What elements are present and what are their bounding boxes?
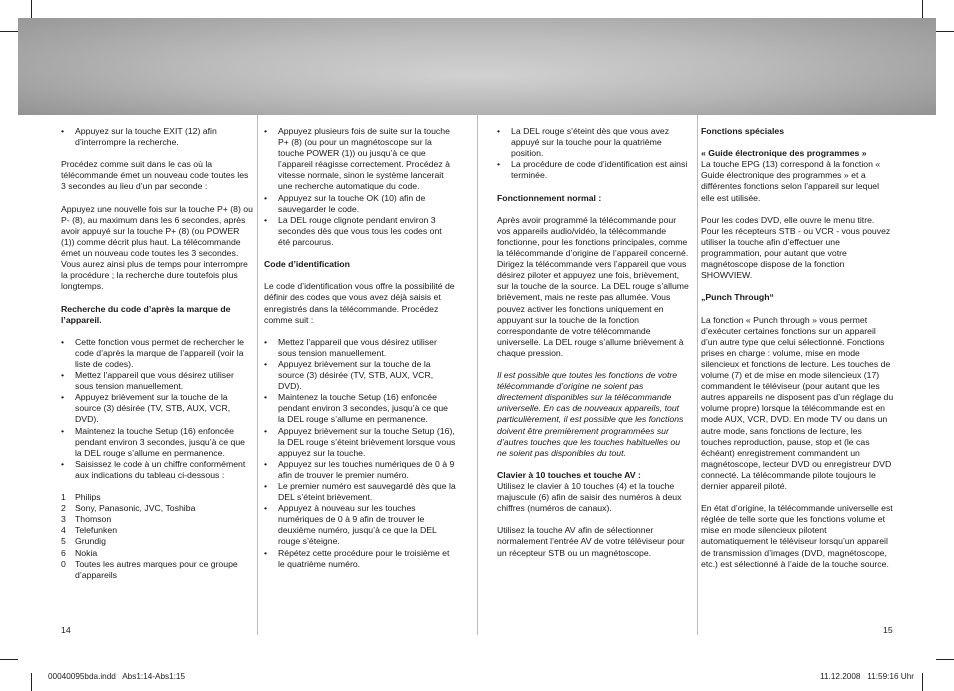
brand-name: Thomson (75, 514, 112, 525)
brand-name: Toutes les autres marques pour ce groupe d’appareils (75, 558, 238, 580)
bullet-list (61, 337, 253, 481)
list-item: • Mettez l’appareil que vous désirez utiliser sous tension manuellement. (61, 370, 253, 392)
crop-mark (936, 659, 954, 660)
list-item: • Appuyez sur la touche EXIT (12) afin d’interrompre la recherche. (61, 126, 253, 148)
brand-code-number: 3 (61, 514, 66, 525)
brand-code-number: 5 (61, 536, 66, 547)
list-item: • Cette fonction vous permet de rechercher le code d’après la marque de l’appareil (voir la liste de codes). (61, 337, 253, 370)
list-item: • Appuyez brièvement sur la touche de la source (3) désirée (TV, STB, AUX, VCR, DVD). (264, 359, 456, 392)
page-divider (477, 115, 478, 635)
crop-mark (922, 673, 923, 691)
list-item: • Maintenez la touche Setup (16) enfoncée pendant environ 3 secondes, jusqu’à ce que la DEL rouge s’allume en permanence. (264, 392, 456, 425)
brand-code-item (61, 536, 253, 547)
list-item: • Appuyez plusieurs fois de suite sur la touche P+ (8) (ou pour un magnétoscope sur la touche POWER (1)) ou jusqu’à ce que l’appareil réagisse correctement. Procédez à vitesse normale, sinon le système lancerait une recherche automatique du code. (264, 126, 456, 193)
crop-mark (922, 0, 923, 18)
brand-name: Telefunken (75, 525, 118, 536)
paragraph: La fonction « Punch through » vous permet d’exécuter certaines fonctions sur un appareil d’un autre type que celui sélectionné. Fonctions prises en charge : volume, mise en mode silencieux et fonctions de lecture. Les touches de volume (7) et de mise en mode silencieux (17) commandent le téléviseur (pour autant que les autres appareils ne disposent pas d’un réglage du volume propre) lorsque la télécommande est en mode AUX, VCR, DVD. En mode TV ou dans un autre mode, sans fonctions de lecture, les touches reproduction, pause, stop et (le cas échéant) enregistrement commandent un magnétoscope, lecteur DVD ou enregistreur DVD connecté. La télécommande pilote toujours le dernier appareil piloté. (701, 314, 894, 491)
list-item: • La DEL rouge s’éteint dès que vous avez appuyé sur la touche pour la quatrième position. (497, 126, 691, 159)
list-item: • Mettez l’appareil que vous désirez utiliser sous tension manuellement. (264, 337, 456, 359)
brand-code-number: 1 (61, 492, 66, 503)
column-divider (257, 115, 258, 635)
brand-code-item (61, 525, 253, 536)
section-heading: Fonctionnement normal : (497, 192, 602, 203)
bullet-list (264, 337, 456, 570)
column-2 (264, 126, 456, 581)
column-4 (701, 126, 894, 581)
paragraph: Procédez comme suit dans le cas où la télécommande émet un nouveau code toutes les 3 secondes au lieu d’un par seconde : (61, 159, 249, 192)
brand-code-number: 6 (61, 547, 66, 558)
paragraph: Utilisez le clavier à 10 touches (4) et la touche majuscule (6) afin de saisir des numéros à deux chiffres (numéros de canaux). (497, 481, 682, 514)
list-item: • Maintenez la touche Setup (16) enfoncée pendant environ 3 secondes, jusqu’à ce que la DEL rouge s’allume en permanence. (61, 426, 253, 459)
list-item: • Appuyez sur la touche OK (10) afin de sauvegarder le code. (264, 193, 456, 215)
section-heading: Code d’identification (264, 259, 350, 270)
bullet-list (497, 126, 691, 181)
brand-code-number: 0 (61, 558, 66, 569)
list-item: • Appuyez à nouveau sur les touches numériques de 0 à 9 afin de trouver le deuxième numéro, jusqu’à ce que la DEL rouge s’éteigne. (264, 503, 456, 547)
brand-code-item (61, 514, 253, 525)
section-heading: Fonctions spéciales (701, 126, 785, 136)
brand-code-item (61, 548, 253, 559)
section-heading: „Punch Through“ (701, 292, 774, 303)
footer-file-info: 00040095bda.indd Abs1:14-Abs1:15 (48, 672, 186, 681)
crop-mark (936, 31, 954, 32)
list-item: • Appuyez sur les touches numériques de 0 à 9 afin de trouver le premier numéro. (264, 459, 456, 481)
crop-mark (31, 0, 32, 18)
section-heading: « Guide électronique des programmes » (701, 148, 867, 159)
brand-code-number: 2 (61, 503, 66, 514)
page-number-left: 14 (61, 625, 71, 635)
brand-code-item (61, 492, 253, 503)
paragraph: En état d’origine, la télécommande universelle est réglée de telle sorte que les fonctions volume et mise en mode silencieux pilotent automatiquement le téléviseur lorsqu’un appareil de transmission d’images (DVD, magnétoscope, etc.) est sélectionné à l’aide de la touche source. (701, 503, 893, 569)
paragraph: La touche EPG (13) correspond à la fonction « Guide électronique des programmes » et a différentes fonctions selon l’appareil sur lequel elle est utilisée. (701, 159, 881, 203)
brand-name: Nokia (75, 547, 98, 558)
section-heading: Recherche du code d’après la marque de l’appareil. (61, 303, 231, 325)
bullet-list (264, 126, 456, 248)
list-item: • Répétez cette procédure pour le troisième et le quatrième numéro. (264, 548, 456, 570)
column-divider (697, 115, 698, 635)
list-item: • Saisissez le code à un chiffre conformément aux indications du tableau ci-dessous : (61, 459, 253, 481)
crop-mark (0, 31, 18, 32)
header-band (18, 18, 936, 115)
brand-code-item (61, 559, 253, 581)
paragraph: Après avoir programmé la télécommande pour vos appareils audio/vidéo, la télécommande fonctionne, pour les fonctions principales, comme la télécommande d’origine de l’appareil concerné. Dirigez la télécommande vers l’appareil que vous désirez piloter et appuyez une fois, brièvement, sur la touche de la source. La DEL rouge s’allume brièvement, mais ne reste pas allumée. Vous pouvez activer les fonctions uniquement en appuyant sur la touche de la fonction correspondante de votre télécommande universelle. La DEL rouge s’allume brièvement à chaque pression. (497, 214, 689, 358)
column-3 (497, 126, 691, 570)
list-item: • Appuyez brièvement sur la touche de la source (3) désirée (TV, STB, AUX, VCR, DVD). (61, 392, 253, 425)
footer-timestamp: 11.12.2008 11:59:16 Uhr (820, 672, 914, 681)
paragraph: Appuyez une nouvelle fois sur la touche P+ (8) ou P- (8), au maximum dans les 6 secondes, après avoir appuyé sur la touche P+ (8) (ou POWER (1)) comme décrit plus haut. La télécommande émet un nouveau code toutes les 3 secondes. Vous aurez ainsi plus de temps pour interrompre la procédure ; la recherche dure toutefois plus longtemps. (61, 203, 253, 292)
paragraph: Pour les codes DVD, elle ouvre le menu titre. Pour les récepteurs STB - ou VCR - vous pouvez utiliser la touche afin d’effectuer une programmation, pour autant que votre magnétoscope dispose de la fonction SHOWVIEW. (701, 214, 891, 281)
list-item: • Appuyez brièvement sur la touche Setup (16), la DEL rouge s’éteint brièvement lorsque vous appuyez sur la touche. (264, 426, 456, 459)
paragraph: Le code d’identification vous offre la possibilité de définir des codes que vous avez déjà saisis et enregistrés dans la télécommande. Procédez comme suit : (264, 281, 455, 325)
brand-name: Sony, Panasonic, JVC, Toshiba (75, 503, 196, 514)
brand-code-list (61, 492, 253, 581)
list-item: • La procédure de code d’identification est ainsi terminée. (497, 159, 691, 181)
brand-code-item (61, 503, 253, 514)
bullet-list (61, 126, 253, 148)
list-item: • Le premier numéro est sauvegardé dès que la DEL s’éteint brièvement. (264, 481, 456, 503)
paragraph: Utilisez la touche AV afin de sélectionner normalement l’entrée AV de votre téléviseur pour un récepteur STB ou un magnétoscope. (497, 525, 685, 558)
column-1 (61, 126, 253, 592)
section-heading: Clavier à 10 touches et touche AV : (497, 469, 641, 480)
brand-name: Philips (75, 492, 101, 503)
brand-name: Grundig (75, 536, 106, 547)
crop-mark (0, 659, 18, 660)
brand-code-number: 4 (61, 525, 66, 536)
page-number-right: 15 (883, 625, 893, 635)
list-item: • La DEL rouge clignote pendant environ 3 secondes dès que vous tous les codes ont été parcourus. (264, 215, 456, 248)
italic-note: Il est possible que toutes les fonctions de votre télécommande d’origine ne soient pas directement disponibles sur la télécommande universelle. En cas de nouveaux appareils, tout particulièrement, il est possible que les fonctions doivent être premièrement programmées sur d’autres touches que les touches habituelles ou ne soient pas disponibles du tout. (497, 370, 684, 458)
crop-mark (31, 673, 32, 691)
